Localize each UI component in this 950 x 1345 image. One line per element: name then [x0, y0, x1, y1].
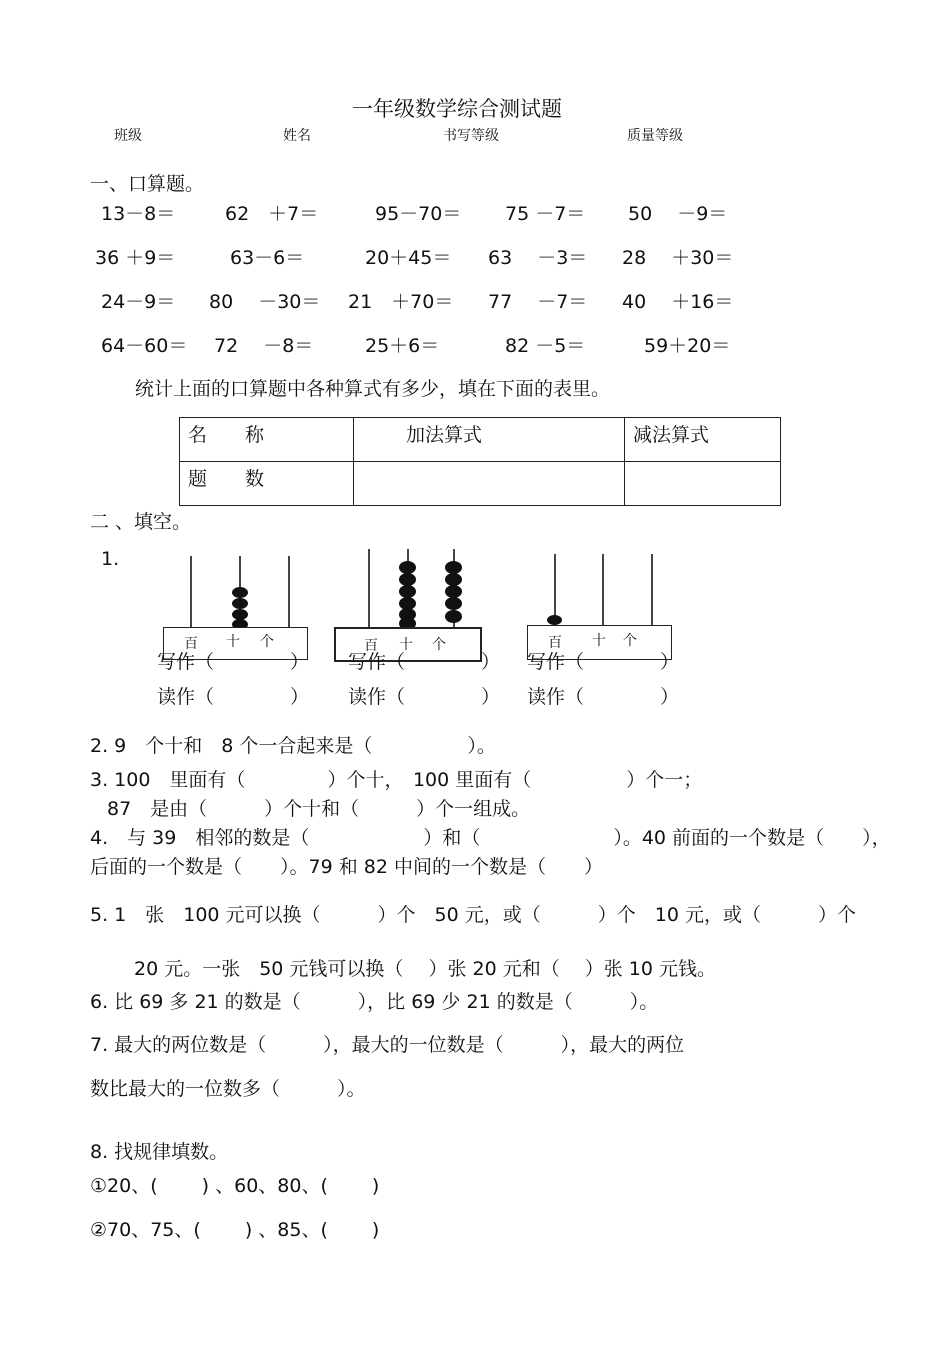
handwriting-grade-label: 书写等级 [443, 128, 499, 144]
arith-item: 62 ＋7＝ [225, 203, 319, 225]
arith-item: 24－9＝ [101, 291, 176, 313]
arith-item: 95－70＝ [375, 203, 462, 225]
section1-heading: 一、口算题。 [90, 173, 205, 195]
read-as-answer[interactable]: 读作（ ） [348, 686, 501, 708]
arith-item: 20＋45＝ [365, 247, 452, 269]
question-7-line2: 数比最大的一位数多（ ）。 [90, 1078, 366, 1100]
write-as-answer[interactable]: 写作（ ） [348, 651, 501, 673]
name-field-label: 姓名 [283, 128, 311, 144]
write-as-answer[interactable]: 写作（ ） [157, 651, 310, 673]
abacus-label-ones: 个 [260, 634, 274, 650]
question-4-line2: 后面的一个数是（ ）。79 和 82 中间的一个数是（ ） [90, 856, 603, 878]
question-7-line1: 7. 最大的两位数是（ ），最大的一位数是（ ），最大的两位 [90, 1034, 685, 1056]
question-4-line1: 4. 与 39 相邻的数是（ ）和（ ）。40 前面的一个数是（ ）， [90, 827, 891, 849]
abacus-bead [445, 597, 462, 610]
table-header-addition: 加法算式 [354, 418, 625, 462]
abacus-label-ones: 个 [623, 633, 637, 649]
quality-grade-label: 质量等级 [627, 128, 683, 144]
arith-item: 59＋20＝ [644, 335, 731, 357]
arith-item: 63 －3＝ [488, 247, 588, 269]
arith-item: 36 ＋9＝ [95, 247, 176, 269]
abacus-label-ones: 个 [432, 637, 446, 653]
abacus-rod [288, 556, 290, 628]
abacus-rod [651, 554, 653, 628]
question-2: 2. 9 个十和 8 个一合起来是（ ）。 [90, 735, 496, 757]
table-row-label: 题 数 [180, 462, 354, 506]
arith-item: 50 －9＝ [628, 203, 728, 225]
table-cell-subtraction-count[interactable] [625, 462, 781, 506]
question-8: 8. 找规律填数。 [90, 1141, 229, 1163]
table-header-name: 名 称 [180, 418, 354, 462]
table-instruction: 统计上面的口算题中各种算式有多少，填在下面的表里。 [135, 378, 611, 400]
question-5-line2: 20 元。一张 50 元钱可以换（ ）张 20 元和（ ）张 10 元钱。 [134, 958, 717, 980]
arith-item: 77 －7＝ [488, 291, 588, 313]
question-5-line1: 5. 1 张 100 元可以换（ ）个 50 元，或（ ）个 10 元，或（ ）个 [90, 904, 856, 926]
section2-heading: 二 、填空。 [90, 511, 192, 533]
arith-item: 82 －5＝ [505, 335, 586, 357]
arith-item: 64－60＝ [101, 335, 188, 357]
abacus-label-tens: 十 [399, 637, 413, 653]
abacus-label-tens: 十 [592, 633, 606, 649]
arith-item: 80 －30＝ [209, 291, 321, 313]
abacus-bead [232, 587, 248, 598]
read-as-answer[interactable]: 读作（ ） [157, 686, 310, 708]
page-title: 一年级数学综合测试题 [352, 97, 562, 121]
abacus-rod [602, 554, 604, 628]
arith-item: 75 －7＝ [505, 203, 586, 225]
question-6: 6. 比 69 多 21 的数是（ ），比 69 少 21 的数是（ ）。 [90, 991, 659, 1013]
write-as-answer[interactable]: 写作（ ） [527, 651, 680, 673]
question-3-line2: 87 是由（ ）个十和（ ）个一组成。 [107, 798, 531, 820]
table-cell-addition-count[interactable] [354, 462, 625, 506]
read-as-answer[interactable]: 读作（ ） [527, 686, 680, 708]
class-field-label: 班级 [114, 128, 142, 144]
arith-item: 25＋6＝ [365, 335, 440, 357]
arith-item: 13－8＝ [101, 203, 176, 225]
arith-item: 63－6＝ [230, 247, 305, 269]
arith-item: 28 ＋30＝ [622, 247, 734, 269]
arith-item: 72 －8＝ [214, 335, 314, 357]
abacus-rod [190, 556, 192, 628]
table-header-subtraction: 减法算式 [625, 418, 781, 462]
abacus-label-hundreds: 百 [548, 635, 562, 651]
question-8-item1: ①20、( ) 、60、80、( ) [90, 1175, 380, 1197]
abacus-label-hundreds: 百 [364, 638, 378, 654]
abacus-label-hundreds: 百 [184, 636, 198, 652]
abacus-label-tens: 十 [226, 634, 240, 650]
question-1-number: 1. [101, 548, 120, 570]
abacus-bead [232, 598, 248, 609]
abacus-rod [368, 549, 370, 629]
count-table [179, 417, 781, 506]
question-3-line1: 3. 100 里面有（ ）个十， 100 里面有（ ）个一； [90, 769, 703, 791]
abacus-bead [547, 615, 562, 625]
abacus-bead [445, 610, 462, 623]
question-8-item2: ②70、75、( ) 、85、( ) [90, 1219, 380, 1241]
arith-item: 21 ＋70＝ [348, 291, 454, 313]
arith-item: 40 ＋16＝ [622, 291, 734, 313]
